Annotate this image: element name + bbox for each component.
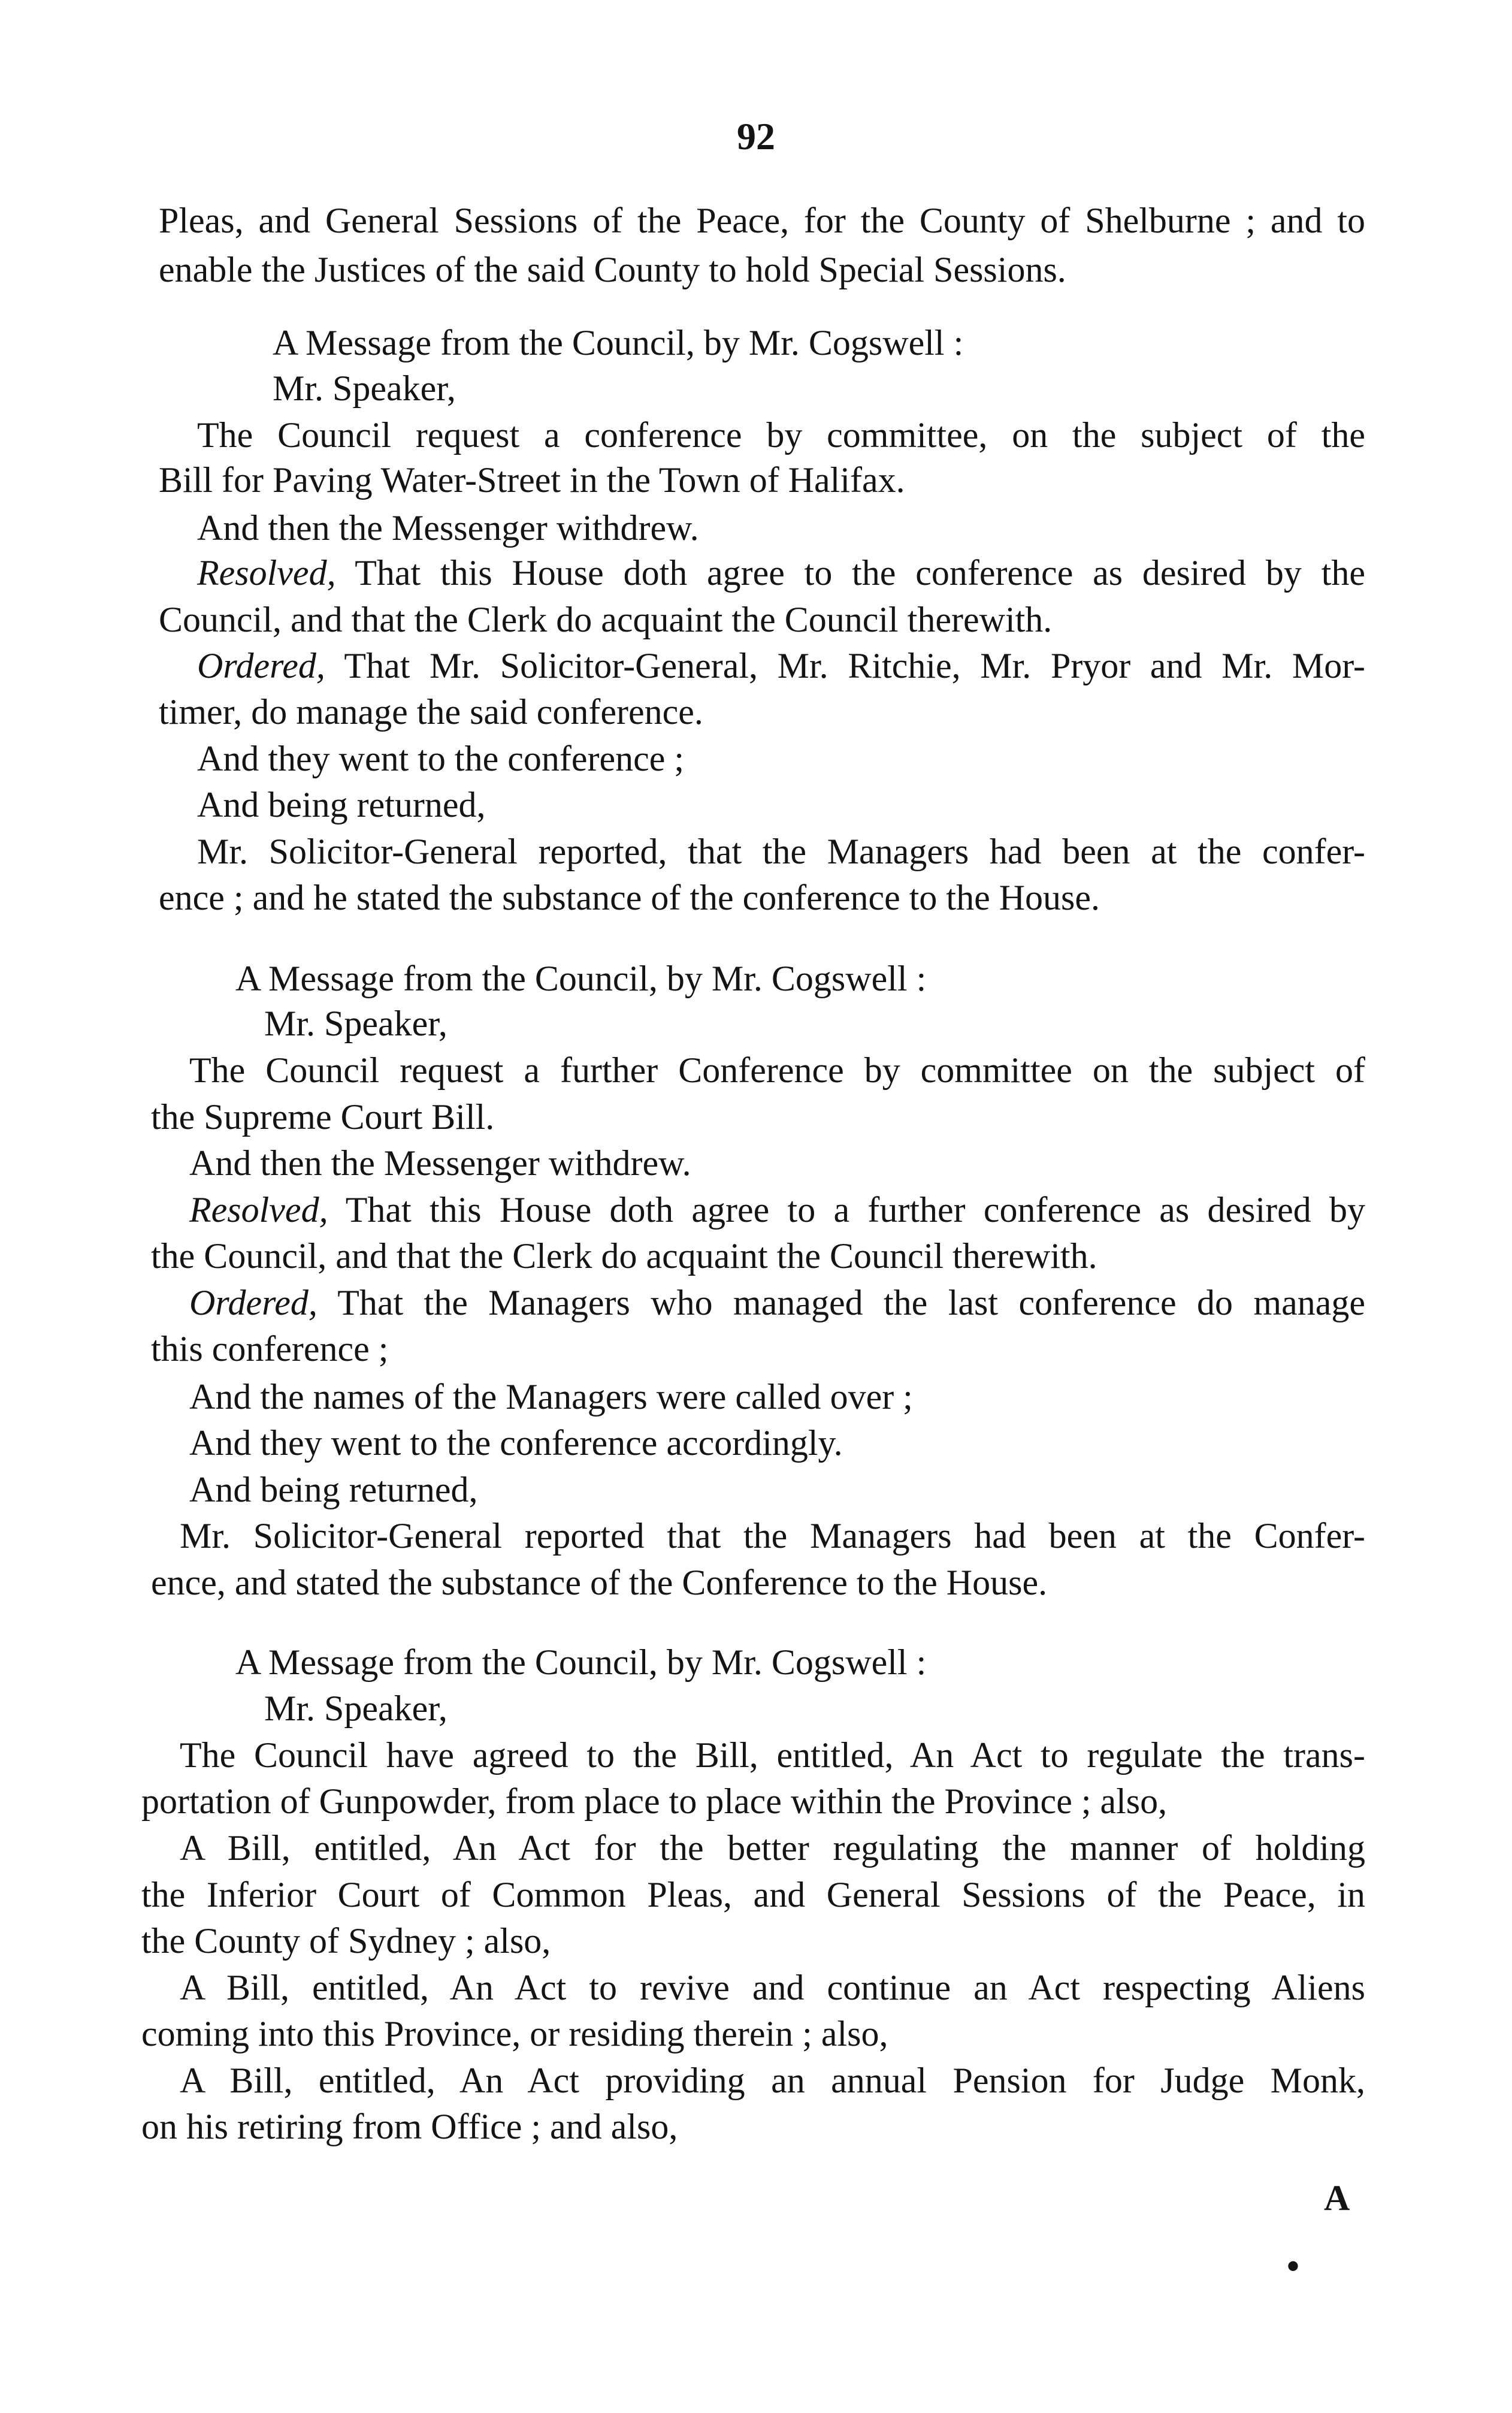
body-line: the Council, and that the Clerk do acquaint the Council therewith. <box>151 1236 1097 1276</box>
message-heading: A Message from the Council, by Mr. Cogswell : <box>235 959 927 998</box>
resolution-line: Resolved, That this House doth agree to a further conference as desired by <box>189 1190 1365 1230</box>
resolution-line: Resolved, That this House doth agree to the conference as desired by the <box>197 553 1365 593</box>
body-line: ence ; and he stated the substance of the conference to the House. <box>159 878 1100 917</box>
body-line: Pleas, and General Sessions of the Peace, for the County of Shelburne ; and to <box>159 201 1365 240</box>
body-line: The Council request a conference by committee, on the subject of the <box>197 415 1365 455</box>
ordered-label: Ordered, <box>197 646 325 685</box>
body-line: Bill for Paving Water-Street in the Town of Halifax. <box>159 460 905 500</box>
salutation: Mr. Speaker, <box>273 369 456 408</box>
body-line: And they went to the conference accordingly. <box>189 1423 843 1463</box>
message-heading: A Message from the Council, by Mr. Cogswell : <box>273 323 964 363</box>
body-line: coming into this Province, or residing therein ; also, <box>141 2014 888 2053</box>
body-line: on his retiring from Office ; and also, <box>141 2107 678 2146</box>
body-line: A Bill, entitled, An Act for the better regulating the manner of holding <box>180 1828 1365 1868</box>
body-line: And they went to the conference ; <box>197 739 685 778</box>
order-line: Ordered, That Mr. Solicitor-General, Mr. Ritchie, Mr. Pryor and Mr. Mor- <box>197 646 1366 685</box>
body-line: Mr. Solicitor-General reported that the Managers had been at the Confer- <box>180 1516 1365 1556</box>
order-line: Ordered, That the Managers who managed the last conference do manage <box>189 1283 1365 1322</box>
body-line: And then the Messenger withdrew. <box>189 1143 691 1183</box>
resolved-label: Resolved, <box>197 553 336 593</box>
body-line: A Bill, entitled, An Act providing an annual Pension for Judge Monk, <box>180 2061 1365 2100</box>
salutation: Mr. Speaker, <box>264 1004 447 1043</box>
signature-mark: • <box>1287 2246 1300 2286</box>
body-line: The Council have agreed to the Bill, entitled, An Act to regulate the trans- <box>180 1735 1365 1775</box>
body-line: this conference ; <box>151 1329 389 1369</box>
body-line: enable the Justices of the said County to hold Special Sessions. <box>159 250 1066 289</box>
body-line: Council, and that the Clerk do acquaint the Council therewith. <box>159 600 1053 639</box>
body-line: Mr. Solicitor-General reported, that the Managers had been at the confer- <box>197 832 1365 871</box>
resolved-label: Resolved, <box>189 1190 328 1230</box>
ordered-label: Ordered, <box>189 1283 317 1322</box>
body-line: And being returned, <box>197 785 486 825</box>
body-line: The Council request a further Conference by committee on the subject of <box>189 1050 1365 1090</box>
body-line: And being returned, <box>189 1470 478 1509</box>
body-line: And the names of the Managers were called over ; <box>189 1377 913 1417</box>
body-line: A Bill, entitled, An Act to revive and continue an Act respecting Aliens <box>180 1968 1365 2007</box>
page-number: 92 <box>737 115 775 158</box>
body-line: the Supreme Court Bill. <box>151 1097 495 1137</box>
body-line: portation of Gunpowder, from place to place within the Province ; also, <box>141 1781 1168 1821</box>
salutation: Mr. Speaker, <box>264 1689 447 1728</box>
body-line: ence, and stated the substance of the Conference to the House. <box>151 1563 1048 1602</box>
body-line: the Inferior Court of Common Pleas, and General Sessions of the Peace, in <box>141 1875 1365 1914</box>
body-line: the County of Sydney ; also, <box>141 1921 551 1961</box>
body-line: And then the Messenger withdrew. <box>197 508 699 548</box>
body-line: timer, do manage the said conference. <box>159 692 703 732</box>
message-heading: A Message from the Council, by Mr. Cogswell : <box>235 1642 927 1682</box>
catchword: A <box>1324 2178 1350 2218</box>
